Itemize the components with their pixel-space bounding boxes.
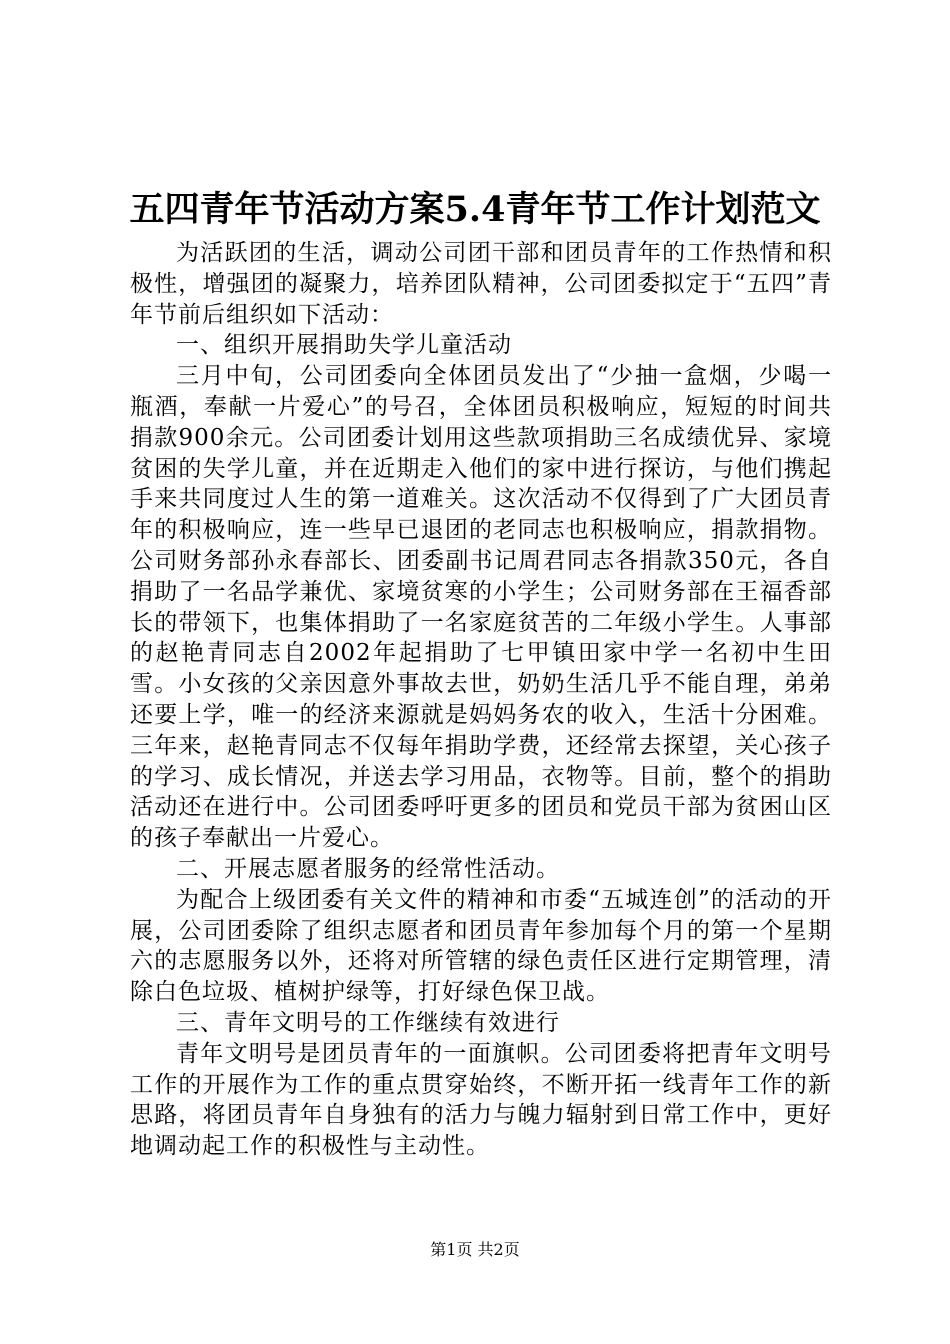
page-footer: 第1页 共2页 (430, 1240, 520, 1259)
intro-paragraph: 为活跃团的生活，调动公司团干部和团员青年的工作热情和积极性，增强团的凝聚力，培养团队精神，公司团委拟定于“五四”青年节前后组织如下活动： (130, 240, 832, 328)
section-body-3: 青年文明号是团员青年的一面旗帜。公司团委将把青年文明号工作的开展作为工作的重点贯穿始终，不断开拓一线青年工作的新思路，将团员青年自身独有的活力与魄力辐射到日常工作中，更好地调动起工作的积极性与主动性。 (130, 1040, 832, 1160)
section-heading-2: 二、开展志愿者服务的经常性活动。 (176, 855, 560, 882)
section-heading-1: 一、组织开展捐助失学儿童活动 (176, 332, 512, 359)
document-body (130, 238, 832, 1162)
section-body-1: 三月中旬，公司团委向全体团员发出了“少抽一盒烟，少喝一瓶酒，奉献一片爱心”的号召，全体团员积极响应，短短的时间共捐款900余元。公司团委计划用这些款项捐助三名成绩优异、家境贫困的失学儿童，并在近期走入他们的家中进行探访，与他们携起手来共同度过人生的第一道难关。这次活动不仅得到了广大团员青年的积极响应，连一些早已退团的老同志也积极响应，捐款捐物。公司财务部孙永春部长、团委副书记周君同志各捐款350元，各自捐助了一名品学兼优、家境贫寒的小学生；公司财务部在王福香部长的带领下，也集体捐助了一名家庭贫苦的二年级小学生。人事部的赵艳青同志自2002年起捐助了七甲镇田家中学一名初中生田雪。小女孩的父亲因意外事故去世，奶奶生活几乎不能自理，弟弟还要上学，唯一的经济来源就是妈妈务农的收入，生活十分困难。三年来，赵艳青同志不仅每年捐助学费，还经常去探望，关心孩子的学习、成长情况，并送去学习用品，衣物等。目前，整个的捐助活动还在进行中。公司团委呼吁更多的团员和党员干部为贫困山区的孩子奉献出一片爱心。 (130, 363, 832, 852)
section-body-2: 为配合上级团委有关文件的精神和市委“五城连创”的活动的开展，公司团委除了组织志愿者和团员青年参加每个月的第一个星期六的志愿服务以外，还将对所管辖的绿色责任区进行定期管理，清除白色垃圾、植树护绿等，打好绿色保卫战。 (130, 886, 832, 1006)
section-heading-3: 三、青年文明号的工作继续有效进行 (176, 1009, 560, 1036)
document-title: 五四青年节活动方案5.4青年节工作计划范文 (129, 189, 821, 230)
